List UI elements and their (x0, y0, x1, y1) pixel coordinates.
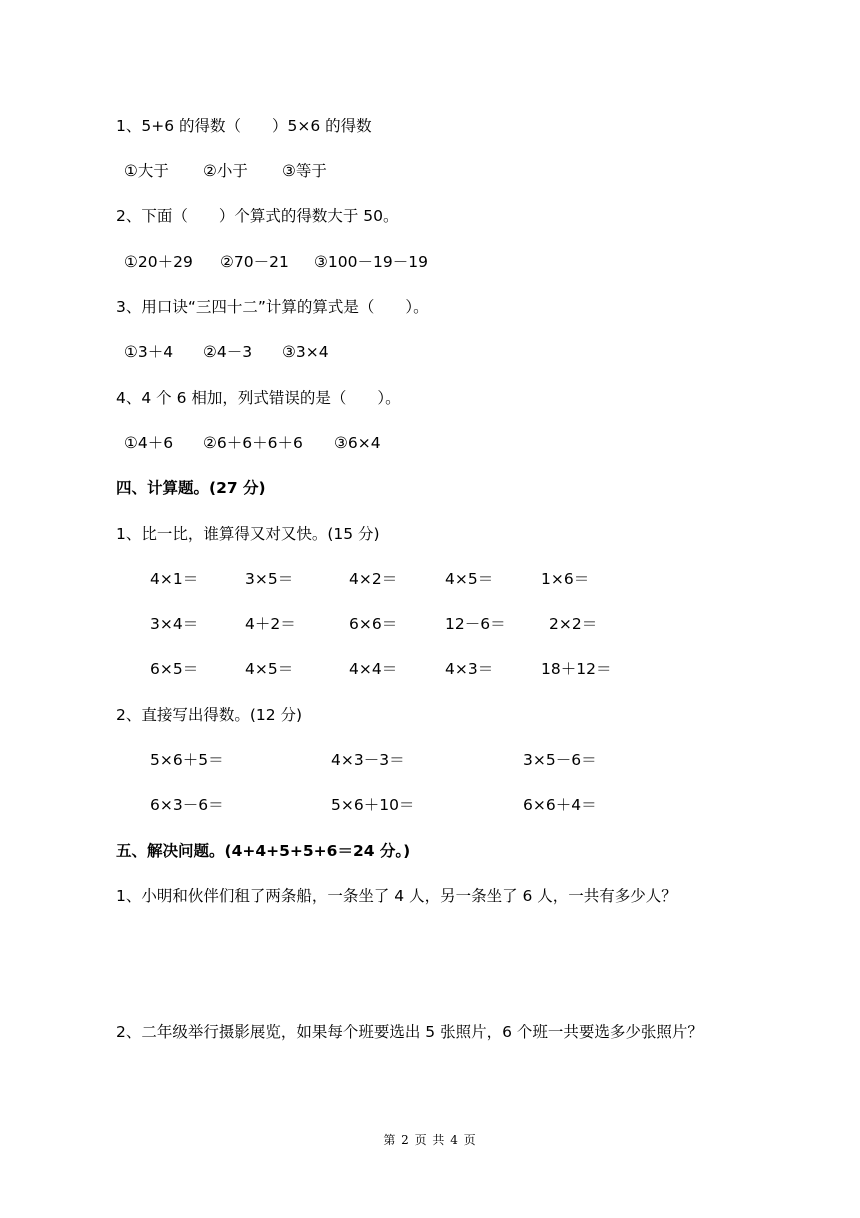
calc-item: 4×5＝ (445, 570, 494, 588)
calc-item: 4×1＝ (150, 570, 199, 588)
calc-item: 5×6＋5＝ (150, 751, 224, 769)
calc-item: 6×3－6＝ (150, 796, 224, 814)
question-3-option-3: ③3×4 (282, 343, 329, 361)
question-2-option-2: ②70－21 (220, 253, 289, 271)
calc-item: 4×4＝ (349, 660, 398, 678)
calc-item: 4×3－3＝ (331, 751, 405, 769)
question-3-option-1: ①3＋4 (124, 343, 174, 361)
calc-item: 4×2＝ (349, 570, 398, 588)
calc-item: 4＋2＝ (245, 615, 296, 633)
page-number-footer: 第 2 页 共 4 页 (383, 1133, 477, 1147)
section-4-heading: 四、计算题。(27 分) (116, 479, 266, 497)
calc-part-1-title: 1、比一比，谁算得又对又快。(15 分) (116, 525, 380, 543)
question-4-option-3: ③6×4 (334, 434, 381, 452)
calc-item: 4×5＝ (245, 660, 294, 678)
calc-item: 4×3＝ (445, 660, 494, 678)
calc-item: 6×6＝ (349, 615, 398, 633)
question-1-option-2: ②小于 (203, 162, 248, 180)
calc-item: 3×4＝ (150, 615, 199, 633)
calc-item: 5×6＋10＝ (331, 796, 415, 814)
calc-item: 3×5－6＝ (523, 751, 597, 769)
question-3-option-2: ②4－3 (203, 343, 253, 361)
section-5-heading: 五、解决问题。(4+4+5+5+6＝24 分。) (116, 842, 411, 860)
calc-item: 18＋12＝ (541, 660, 612, 678)
question-4-option-1: ①4＋6 (124, 434, 174, 452)
word-problem-2: 2、二年级举行摄影展览，如果每个班要选出 5 张照片，6 个班一共要选多少张照片？ (116, 1023, 703, 1041)
calc-item: 1×6＝ (541, 570, 590, 588)
word-problem-1: 1、小明和伙伴们租了两条船，一条坐了 4 人，另一条坐了 6 人，一共有多少人？ (116, 887, 677, 905)
calc-item: 6×5＝ (150, 660, 199, 678)
question-1-stem: 1、5+6 的得数（ ）5×6 的得数 (116, 117, 372, 135)
calc-item: 12－6＝ (445, 615, 506, 633)
question-4-option-2: ②6＋6＋6＋6 (203, 434, 303, 452)
calc-item: 6×6＋4＝ (523, 796, 597, 814)
question-2-stem: 2、下面（ ）个算式的得数大于 50。 (116, 207, 399, 225)
question-2-option-3: ③100－19－19 (314, 253, 428, 271)
question-4-stem: 4、4 个 6 相加，列式错误的是（ ）。 (116, 389, 401, 407)
question-1-option-3: ③等于 (282, 162, 327, 180)
question-3-stem: 3、用口诀“三四十二”计算的算式是（ ）。 (116, 298, 429, 316)
question-1-option-1: ①大于 (124, 162, 169, 180)
question-2-option-1: ①20＋29 (124, 253, 193, 271)
calc-part-2-title: 2、直接写出得数。(12 分) (116, 706, 303, 724)
calc-item: 2×2＝ (549, 615, 598, 633)
calc-item: 3×5＝ (245, 570, 294, 588)
